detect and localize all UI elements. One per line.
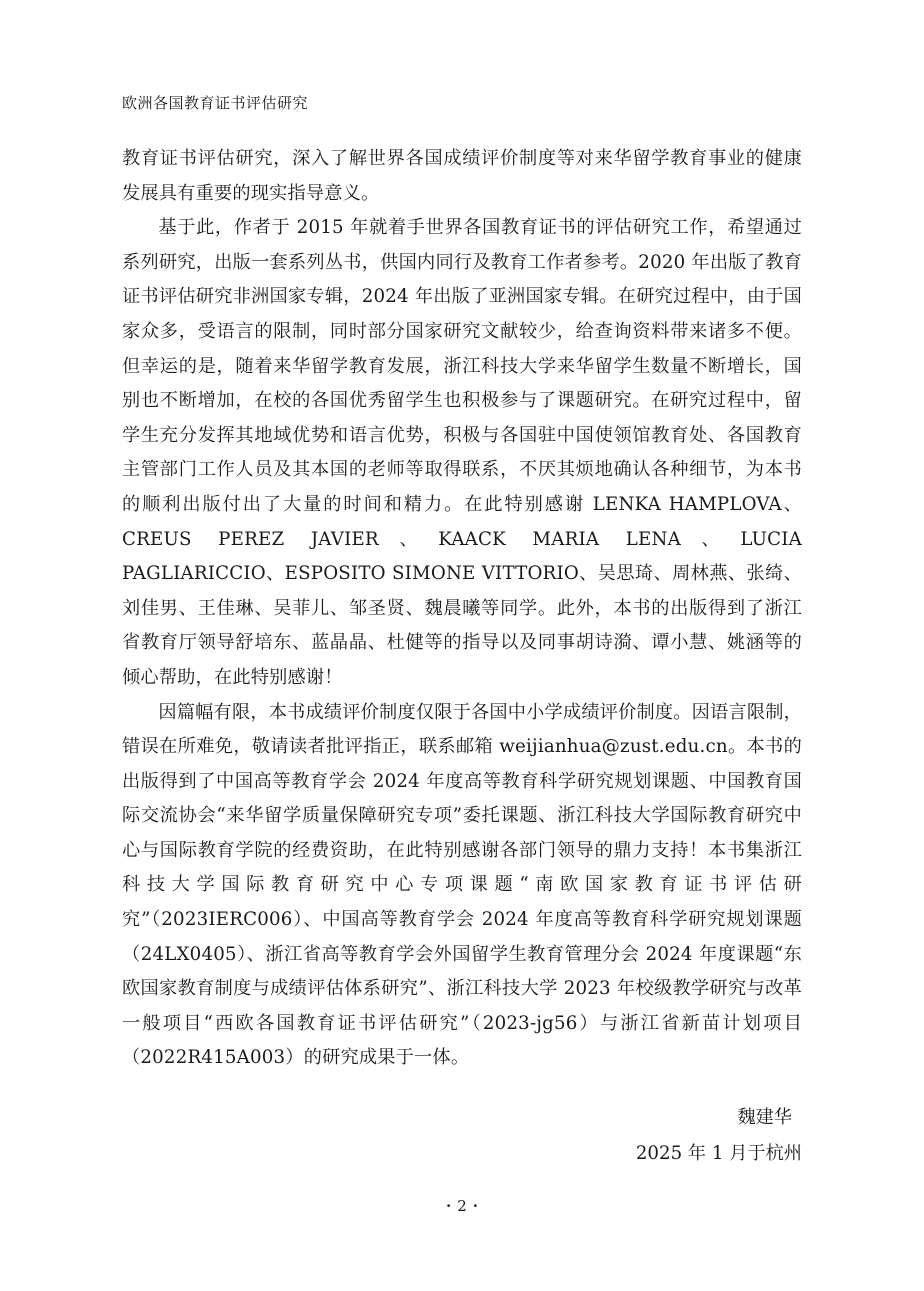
paragraph-continuation: 教育证书评估研究，深入了解世界各国成绩评价制度等对来华留学教育事业的健康发展具有重要的现实指导意义。 [122, 148, 802, 204]
paragraph-funding: 因篇幅有限，本书成绩评价制度仅限于各国中小学成绩评价制度。因语言限制，错误在所难免，敬请读者批评指正，联系邮箱 weijianhua@zust.edu.cn。本书的出版得到了中国高等教育学会 2024 年度高等教育科学研究规划课题、中国教育国际交流协会“来华留学质量保障研究专项”委托课题、浙江科技大学国际教育研究中心与国际教育学院的经费资助，在此特别感谢各部门领导的鼎力支持！本书集浙江科技大学国际教育研究中心专项课题“南欧国家教育证书评估研究”（2023IERC006）、中国高等教育学会 2024 年度高等教育科学研究规划课题（24LX0405）、浙江省高等教育学会外国留学生教育管理分会 2024 年度课题“东欧国家教育制度与成绩评估体系研究”、浙江科技大学 2023 年校级教学研究与改革一般项目“西欧各国教育证书评估研究”（2023-jg56）与浙江省新苗计划项目（2022R415A003）的研究成果于一体。 [122, 701, 802, 1069]
signature-block [636, 1100, 802, 1172]
signature-date-place: 2025 年 1 月于杭州 [635, 1143, 802, 1164]
author-name: 魏建华 [737, 1107, 792, 1128]
paragraph-acknowledgements: 基于此，作者于 2015 年就着手世界各国教育证书的评估研究工作，希望通过系列研究，出版一套系列丛书，供国内同行及教育工作者参考。2020 年出版了教育证书评估研究非洲国家专辑，2024 年出版了亚洲国家专辑。在研究过程中，由于国家众多，受语言的限制，同时部分国家研究文献较少，给查询资料带来诸多不便。但幸运的是，随着来华留学教育发展，浙江科技大学来华留学生数量不断增长，国别也不断增加，在校的各国优秀留学生也积极参与了课题研究。在研究过程中，留学生充分发挥其地域优势和语言优势，积极与各国驻中国使领馆教育处、各国教育主管部门工作人员及其本国的老师等取得联系，不厌其烦地确认各种细节，为本书的顺利出版付出了大量的时间和精力。在此特别感谢 LENKA HAMPLOVA、CREUS PEREZ JAVIER、KAACK MARIA LENA、LUCIA PAGLIARICCIO、ESPOSITO SIMONE VITTORIO、吴思琦、周林燕、张绮、刘佳男、王佳琳、吴菲儿、邹圣贤、魏晨曦等同学。此外，本书的出版得到了浙江省教育厅领导舒培东、蓝晶晶、杜健等的指导以及同事胡诗漪、谭小慧、姚涵等的倾心帮助，在此特别感谢！ [122, 217, 802, 688]
bullet-icon: · [445, 1197, 452, 1215]
body-text [122, 142, 802, 1076]
page-number: 2 [457, 1197, 467, 1215]
page-number-footer [0, 1196, 924, 1216]
bullet-icon: · [472, 1197, 478, 1215]
running-header-title: 欧洲各国教育证书评估研究 [122, 94, 309, 112]
